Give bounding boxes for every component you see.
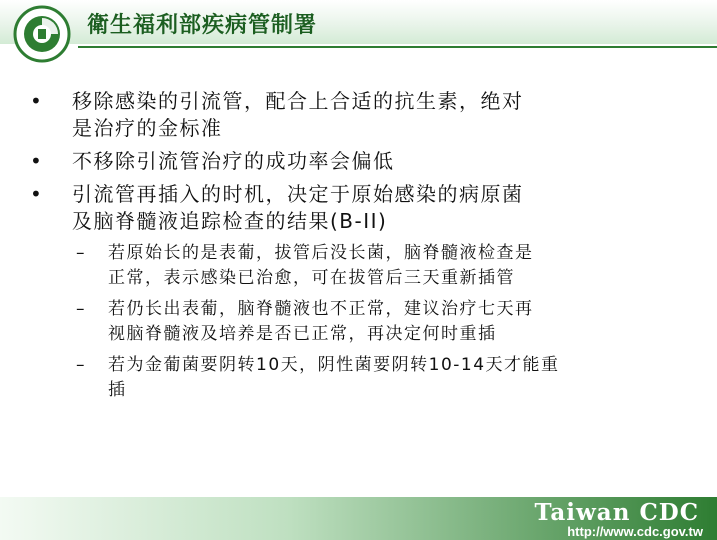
sub-bullet-line: 视脑脊髓液及培养是否已正常，再决定何时重插 [108,324,497,344]
bullet-item [30,88,690,142]
bullet-line: 引流管再插入的时机，决定于原始感染的病原菌 [72,182,524,206]
bullet-dot-icon: • [30,182,44,206]
footer-url[interactable]: http://www.cdc.gov.tw [567,524,703,539]
slide-header [0,0,717,68]
bullet-item [30,148,690,175]
bullet-line: 不移除引流管治疗的成功率会偏低 [72,149,395,173]
sub-bullet-line: 插 [108,380,127,400]
header-divider [78,46,717,48]
slide-content [30,88,690,409]
sub-bullet-item [76,241,690,291]
bullet-line: 移除感染的引流管，配合上合适的抗生素，绝对 [72,89,524,113]
sub-bullet-line: 若为金葡菌要阴转10天，阴性菌要阴转10-14天才能重 [108,355,560,375]
dash-icon: – [76,243,86,263]
bullet-item [30,181,690,235]
dash-icon: – [76,299,86,319]
cdc-logo-icon [8,4,80,64]
bullet-list [30,88,690,235]
sub-bullet-line: 若原始长的是表葡，拔管后没长菌，脑脊髓液检查是 [108,243,534,263]
bullet-line: 及脑脊髓液追踪检查的结果(B-II) [72,209,388,233]
sub-bullet-item [76,297,690,347]
org-name: 衛生福利部疾病管制署 [87,13,318,38]
sub-bullet-item [76,353,690,403]
bullet-dot-icon: • [30,149,44,173]
sub-bullet-line: 正常，表示感染已治愈，可在拔管后三天重新插管 [108,268,515,288]
bullet-dot-icon: • [30,89,44,113]
bullet-line: 是治疗的金标准 [72,116,223,140]
footer-title: Taiwan CDC [534,499,699,526]
sub-bullet-line: 若仍长出表葡，脑脊髓液也不正常，建议治疗七天再 [108,299,534,319]
dash-icon: – [76,355,86,375]
sub-bullet-list [76,241,690,403]
